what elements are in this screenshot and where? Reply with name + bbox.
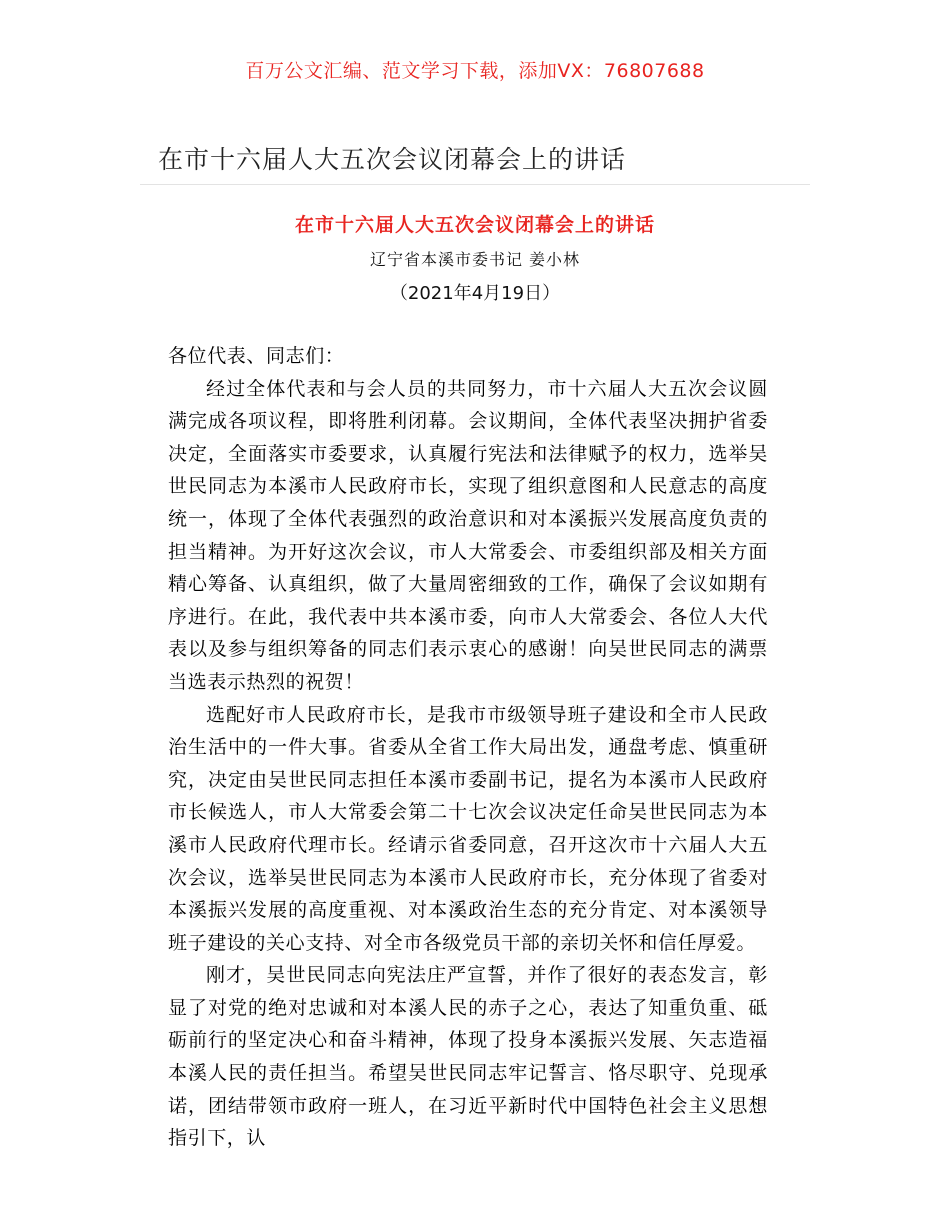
speech-date: （2021年4月19日）	[389, 283, 561, 304]
document-heading: 在市十六届人大五次会议闭幕会上的讲话	[294, 214, 655, 236]
page-title: 在市十六届人大五次会议闭幕会上的讲话	[158, 145, 627, 174]
body-paragraph: 刚才，吴世民同志向宪法庄严宣誓，并作了很好的表态发言，彰显了对党的绝对忠诚和对本溪人民的赤子之心，表达了知重负重、砥砺前行的坚定决心和奋斗精神，体现了投身本溪振兴发展、矢志造福本溪人民的责任担当。希望吴世民同志牢记誓言、恪尽职守、兑现承诺，团结带领市政府一班人，在习近平新时代中国特色社会主义思想指引下，认	[168, 964, 768, 1150]
salutation: 各位代表、同志们：	[168, 345, 345, 367]
title-divider	[140, 184, 810, 185]
body-paragraph: 选配好市人民政府市长，是我市市级领导班子建设和全市人民政治生活中的一件大事。省委从全省工作大局出发，通盘考虑、慎重研究，决定由吴世民同志担任本溪市委副书记，提名为本溪市人民政府市长候选人，市人大常委会第二十七次会议决定任命吴世民同志为本溪市人民政府代理市长。经请示省委同意，召开这次市十六届人大五次会议，选举吴世民同志为本溪市人民政府市长，充分体现了省委对本溪振兴发展的高度重视、对本溪政治生态的充分肯定、对本溪领导班子建设的关心支持、对全市各级党员干部的亲切关怀和信任厚爱。	[168, 703, 768, 954]
document-body	[168, 340, 768, 1155]
body-paragraph: 经过全体代表和与会人员的共同努力，市十六届人大五次会议圆满完成各项议程，即将胜利闭幕。会议期间，全体代表坚决拥护省委决定，全面落实市委要求，认真履行宪法和法律赋予的权力，选举吴世民同志为本溪市人民政府市长，实现了组织意图和人民意志的高度统一，体现了全体代表强烈的政治意识和对本溪振兴发展高度负责的担当精神。为开好这次会议，市人大常委会、市委组织部及相关方面精心筹备、认真组织，做了大量周密细致的工作，确保了会议如期有序进行。在此，我代表中共本溪市委，向市人大常委会、各位人大代表以及参与组织筹备的同志们表示衷心的感谢！向吴世民同志的满票当选表示热烈的祝贺！	[168, 377, 768, 693]
author-byline: 辽宁省本溪市委书记 姜小林	[369, 250, 581, 269]
promo-banner: 百万公文汇编、范文学习下载，添加VX：76807688	[245, 60, 705, 82]
